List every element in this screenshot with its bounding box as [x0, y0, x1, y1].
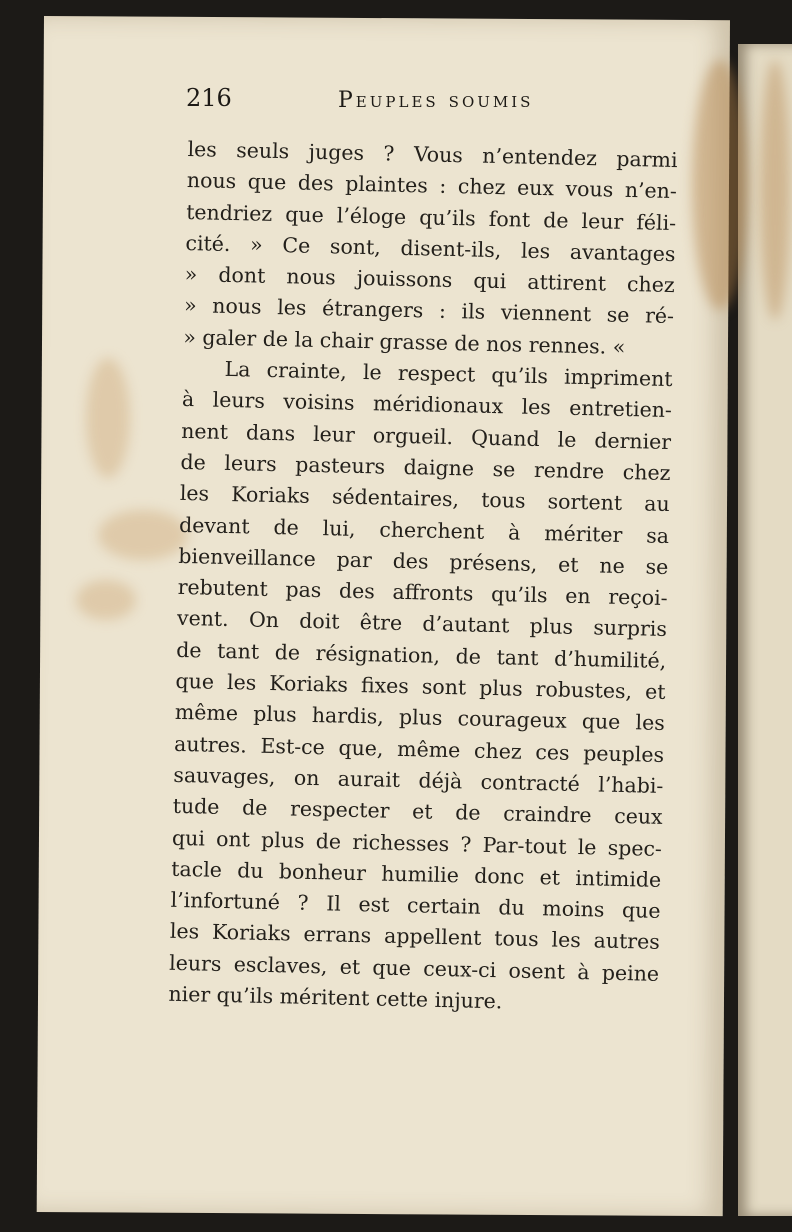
- paragraph-start-line: La crainte, le respect qu’ils impriment: [224, 356, 673, 392]
- text-line: à leurs voisins méridionaux les entretien-: [181, 387, 673, 423]
- text-line: de leurs pasteurs daigne se rendre chez: [180, 449, 671, 485]
- water-stain: [692, 60, 748, 310]
- text-line: les Koriaks errans appellent tous les autres: [169, 919, 661, 955]
- running-title: Peuples soumis: [338, 88, 534, 113]
- text-line: sauvages, on aurait déjà contracté l’habi-: [173, 762, 664, 798]
- text-line: cité. » Ce sont, disent-ils, les avantages: [185, 230, 676, 266]
- text-line: rebutent pas des affronts qu’ils en reçoi-: [177, 575, 668, 611]
- text-line: les seuls juges ? Vous n’entendez parmi: [187, 136, 678, 173]
- text-line: l’infortuné ? Il est certain du moins que: [170, 887, 661, 924]
- foxing-stain: [98, 510, 188, 560]
- text-line: tacle du bonheur humilie donc et intimide: [171, 856, 662, 892]
- text-line: vent. On doit être d’autant plus surpris: [176, 606, 668, 642]
- body-text: [168, 134, 678, 1021]
- text-line: les Koriaks sédentaires, tous sortent au: [179, 481, 670, 517]
- text-line: nent dans leur orgueil. Quand le dernier: [180, 418, 672, 454]
- foxing-stain: [86, 358, 130, 478]
- water-stain: [760, 60, 790, 320]
- text-line: » galer de la chair grasse de nos rennes. «: [183, 324, 626, 359]
- text-line: qui ont plus de richesses ? Par-tout le spec-: [171, 825, 663, 861]
- text-line: nous que des plaintes : chez eux vous n’en-: [186, 168, 678, 204]
- text-line: tendriez que l’éloge qu’ils font de leur féli-: [185, 199, 677, 235]
- text-line: même plus hardis, plus courageux que les: [174, 700, 666, 736]
- text-line: nier qu’ils méritent cette injure.: [168, 981, 503, 1014]
- text-line: leurs esclaves, et que ceux-ci osent à peine: [168, 950, 660, 986]
- foxing-stain: [76, 580, 136, 620]
- text-line: bienveillance par des présens, et ne se: [178, 543, 669, 579]
- text-line: tude de respecter et de craindre ceux: [172, 794, 663, 830]
- page-number: 216: [186, 84, 232, 112]
- page-header: [186, 84, 556, 124]
- text-line: » dont nous jouissons qui attirent chez: [184, 262, 675, 298]
- text-line: devant de lui, cherchent à mériter sa: [178, 512, 670, 548]
- text-line: autres. Est-ce que, même chez ces peuples: [173, 731, 665, 767]
- text-line: » nous les étrangers : ils viennent se ré-: [183, 293, 675, 329]
- text-line: de tant de résignation, de tant d’humilité,: [176, 637, 667, 673]
- text-line: que les Koriaks fixes sont plus robustes, et: [175, 668, 666, 705]
